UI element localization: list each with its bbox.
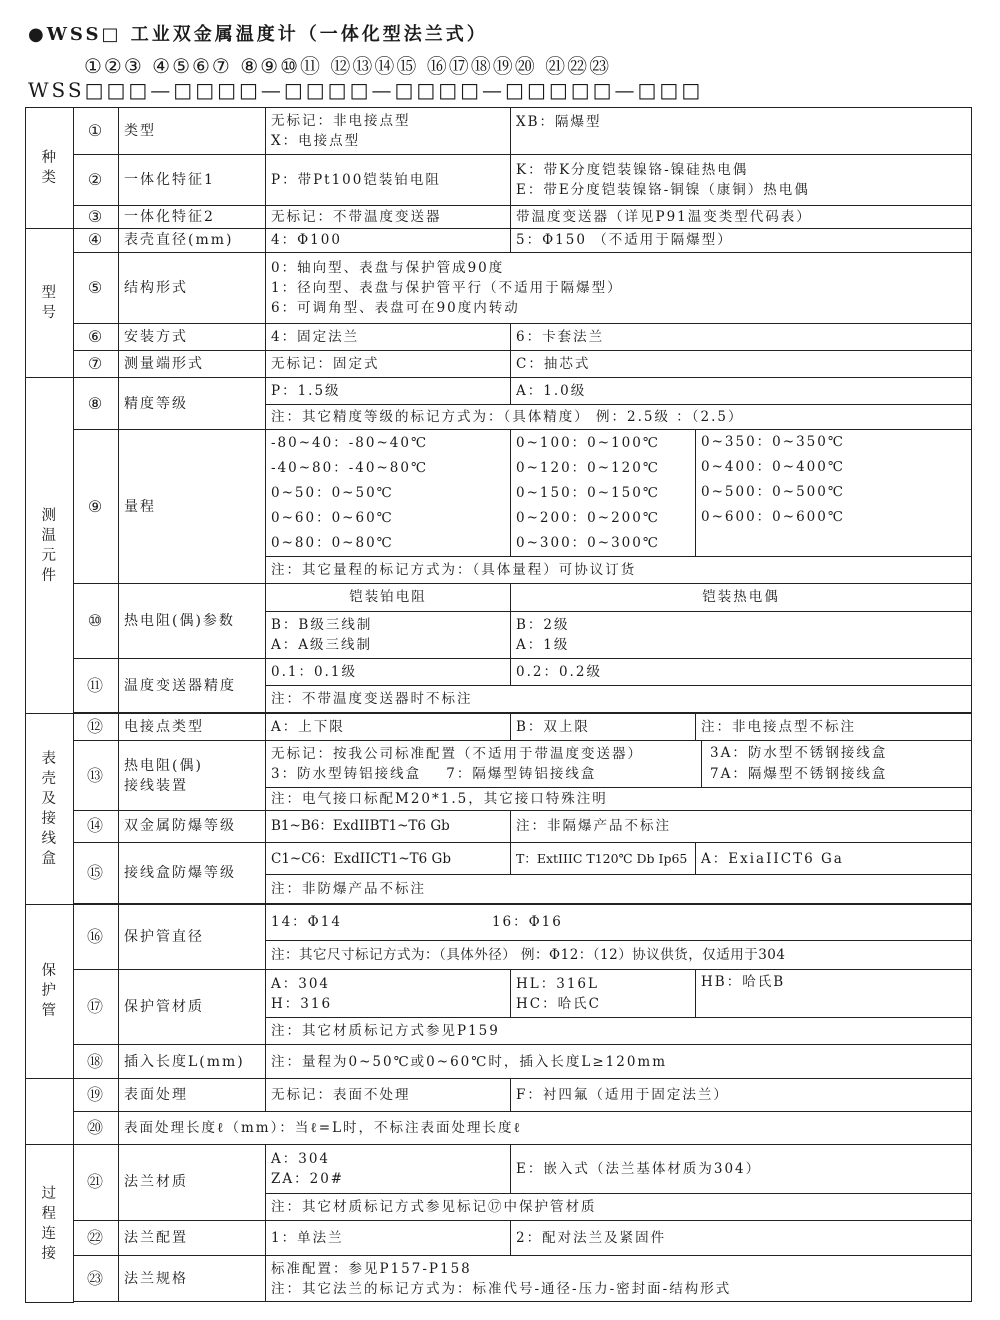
table-cell: ㉒: [74, 1220, 119, 1255]
table-cell: 法兰规格: [119, 1255, 266, 1301]
table-cell: 4：Φ100: [266, 228, 511, 252]
table-cell: P：1.5级: [266, 377, 511, 404]
table-cell: ⑥: [74, 323, 119, 350]
row-number: ①: [74, 108, 119, 155]
table-row: [26, 904, 972, 940]
table-cell: [266, 430, 511, 557]
table-row: [26, 658, 972, 685]
table-cell: 注：量程为0~50℃或0~60℃时，插入长度L≥120mm: [266, 1045, 972, 1078]
table-cell: [511, 430, 696, 557]
table-cell: ⑳: [74, 1111, 119, 1144]
table-cell: A：上下限: [266, 714, 511, 741]
table-cell: 接线盒防爆等级: [119, 843, 266, 903]
spacer-row: [26, 1302, 972, 1303]
table-cell: ③: [74, 205, 119, 228]
table-cell: [266, 1145, 511, 1193]
table-cell: 法兰配置: [119, 1220, 266, 1255]
table-cell: C：抽芯式: [511, 350, 972, 377]
table-cell: HB：哈氏B: [696, 969, 972, 1017]
table-cell: ㉓: [74, 1255, 119, 1301]
table-row: [26, 430, 972, 557]
cell-text: 0~60：0~60℃: [271, 509, 394, 526]
table-cell: ⑮: [74, 843, 119, 903]
table-cell: 铠装铂电阻: [266, 584, 511, 611]
cell-text: A：304: [271, 1150, 331, 1167]
cell-text: 测温元件: [41, 507, 58, 584]
table-cell: T：ExtIIIC T120℃ Db Ip65: [511, 843, 696, 875]
table-cell: 无标记：固定式: [266, 350, 511, 377]
table-row: [26, 810, 972, 842]
cell-text: 过程连接: [41, 1185, 58, 1262]
table-cell: [119, 741, 266, 810]
table-cell: 无标记：表面不处理: [266, 1078, 511, 1111]
table-cell: 热电阻(偶)参数: [119, 584, 266, 659]
cell-text: A：A级三线制: [271, 636, 372, 653]
cell-text: 无标记：非电接点型: [271, 113, 411, 130]
group-label: [26, 714, 74, 904]
table-cell: 6：卡套法兰: [511, 323, 972, 350]
cell-text: 接线装置: [124, 777, 188, 794]
cell-text: 6：可调角型、表盘可在90度内转动: [271, 299, 520, 316]
table-cell: ⑨: [74, 430, 119, 584]
cell-text: H：316: [271, 995, 333, 1012]
cell-text: X：电接点型: [271, 133, 361, 150]
table-cell: 注：非隔爆产品不标注: [511, 810, 972, 842]
table-cell: A：1.0级: [511, 377, 972, 404]
table-cell: B1~B6：ExdIIBT1~T6 Gb: [266, 810, 511, 842]
table-cell: [266, 1255, 972, 1301]
table-cell: P：带Pt100铠装铂电阻: [266, 155, 511, 205]
table-row: [26, 108, 972, 155]
cell-text: 0~600：0~600℃: [701, 509, 845, 526]
group-label: [26, 108, 74, 229]
table-cell: [266, 969, 511, 1017]
table-row: [26, 323, 972, 350]
table-cell: [696, 430, 972, 557]
table-cell: 注：不带温度变送器时不标注: [266, 686, 972, 713]
table-row: [26, 377, 972, 404]
cell-text: 表壳及接线盒: [41, 750, 58, 867]
table-row: [26, 1145, 972, 1193]
group-label: [26, 904, 74, 1078]
table-cell: 法兰材质: [119, 1145, 266, 1221]
spec-table: [25, 107, 972, 1303]
table-cell: 电接点类型: [119, 714, 266, 741]
table-cell: 注：其它量程的标记方式为：（具体量程）可协议订货: [266, 557, 972, 584]
table-cell: 注：其它尺寸标记方式为：（具体外径） 例：Φ12：（12）协议供货，仅适用于304: [266, 940, 972, 969]
table-cell: ㉑: [74, 1145, 119, 1221]
table-cell: [26, 1078, 74, 1144]
table-cell: [511, 969, 696, 1017]
table-row: [26, 1078, 972, 1111]
table-cell: ⑯: [74, 904, 119, 969]
table-cell: ④: [74, 228, 119, 252]
table-cell: 表面处理长度ℓ（mm）：当ℓ=L时，不标注表面处理长度ℓ: [119, 1111, 972, 1144]
table-row: [26, 155, 972, 205]
table-row: [26, 584, 972, 611]
cell-text: 型号: [41, 284, 58, 321]
cell-text: 种类: [41, 149, 58, 186]
table-row: [26, 741, 972, 787]
table-cell: ⑰: [74, 969, 119, 1045]
table-row: [26, 714, 972, 741]
table-cell: ⑬: [74, 741, 119, 810]
table-row: [26, 1111, 972, 1144]
table-cell: A：ExiaIICT6 Ga: [696, 843, 972, 875]
table-cell: 插入长度L(mm): [119, 1045, 266, 1078]
cell-text: 0：轴向型、表盘与保护管成90度: [271, 259, 505, 276]
table-cell: 注：非电接点型不标注: [696, 714, 972, 741]
table-cell: 结构形式: [119, 253, 266, 324]
table-row: [26, 969, 972, 1017]
cell-text: -40~80：-40~80℃: [271, 459, 429, 476]
table-cell: 1：单法兰: [266, 1220, 511, 1255]
table-cell: 0.1：0.1级: [266, 658, 511, 685]
table-cell: ⑭: [74, 810, 119, 842]
table-cell: 温度变送器精度: [119, 658, 266, 712]
table-row: [26, 253, 972, 324]
cell-text: 16：Φ16: [491, 914, 563, 931]
table-cell: 铠装热电偶: [511, 584, 972, 611]
table-row: [26, 350, 972, 377]
cell-text: -80~40：-80~40℃: [271, 434, 429, 451]
table-row: [26, 1220, 972, 1255]
table-cell: 安装方式: [119, 323, 266, 350]
group-label: [26, 377, 74, 713]
cell-text: 标准配置：参见P157-P158: [271, 1260, 472, 1277]
table-row: [26, 205, 972, 228]
table-cell: 表面处理: [119, 1078, 266, 1111]
cell-text: 0~50：0~50℃: [271, 484, 394, 501]
table-cell: 4：固定法兰: [266, 323, 511, 350]
table-cell: 无标记：不带温度变送器: [266, 205, 511, 228]
table-cell: 注：其它材质标记方式参见P159: [266, 1018, 972, 1045]
row-name: 类型: [119, 108, 266, 155]
table-cell: ⑦: [74, 350, 119, 377]
table-cell: F：衬四氟（适用于固定法兰）: [511, 1078, 972, 1111]
cell-text: 0~200：0~200℃: [516, 509, 660, 526]
cell-text: 1：径向型、表盘与保护管平行（不适用于隔爆型）: [271, 279, 623, 296]
cell-text: E：带E分度铠装镍铬-铜镍（康铜）热电偶: [516, 182, 810, 198]
cell-text: K：带K分度铠装镍铬-镍硅热电偶: [516, 162, 749, 178]
table-cell: ⑲: [74, 1078, 119, 1111]
table-row: [26, 228, 972, 252]
table-cell: 注：电气接口标配M20*1.5，其它接口特殊注明: [266, 787, 972, 810]
table-cell: [266, 904, 972, 940]
group-label: [26, 1145, 74, 1303]
cell-text: 0~350：0~350℃: [701, 434, 845, 451]
table-cell: 一体化特征2: [119, 205, 266, 228]
table-cell: ⑫: [74, 714, 119, 741]
table-cell: B：双上限: [511, 714, 696, 741]
table-cell: [511, 611, 972, 658]
table-row: [26, 1255, 972, 1301]
table-cell: 注：其它材质标记方式参见标记⑰中保护管材质: [266, 1193, 972, 1220]
cell-text: HL：316L: [516, 975, 599, 992]
cell-text: 保护管: [41, 963, 58, 1020]
table-cell: XB：隔爆型: [511, 108, 972, 155]
cell-text: HC：哈氏C: [516, 995, 601, 1012]
table-cell: E：嵌入式（法兰基体材质为304）: [511, 1145, 972, 1193]
table-cell: ⑩: [74, 584, 119, 659]
cell-text: B：B级三线制: [271, 616, 373, 633]
table-cell: 表壳直径(mm): [119, 228, 266, 252]
table-cell: ⑱: [74, 1045, 119, 1078]
table-cell: 注：非防爆产品不标注: [266, 875, 972, 903]
cell-text: 3：防水型铸铝接线盒: [271, 766, 422, 783]
table-cell: 带温度变送器（详见P91温变类型代码表）: [511, 205, 972, 228]
cell-text: 0~120：0~120℃: [516, 459, 660, 476]
cell-text: 0~500：0~500℃: [701, 484, 845, 501]
table-cell: [266, 741, 972, 787]
cell-text: 7A：隔爆型不锈钢接线盒: [710, 766, 888, 783]
cell-text: A：1级: [516, 636, 570, 653]
table-cell: 0.2：0.2级: [511, 658, 972, 685]
cell-text: 14：Φ14: [271, 914, 342, 931]
group-label: [26, 228, 74, 377]
table-cell: ⑧: [74, 377, 119, 429]
cell-text: ZA：20#: [271, 1170, 345, 1187]
cell-text: 7：隔爆型铸铝接线盒: [446, 766, 597, 783]
table-row: [26, 843, 972, 875]
table-cell: [511, 155, 972, 205]
cell-text: 热电阻(偶): [124, 757, 203, 774]
table-cell: C1~C6：ExdIICT1~T6 Gb: [266, 843, 511, 875]
table-cell: 保护管直径: [119, 904, 266, 969]
cell-text: 0~150：0~150℃: [516, 484, 660, 501]
table-cell: [266, 611, 511, 658]
cell-text: B：2级: [516, 616, 570, 633]
table-cell: ⑤: [74, 253, 119, 324]
page-title: ●WSS□ 工业双金属温度计（一体化型法兰式）: [28, 24, 488, 45]
table-cell: 测量端形式: [119, 350, 266, 377]
table-cell: [74, 1302, 972, 1303]
table-cell: 双金属防爆等级: [119, 810, 266, 842]
table-cell: [266, 253, 972, 324]
table-cell: [266, 108, 511, 155]
position-numbers: ①②③ ④⑤⑥⑦ ⑧⑨⑩⑪ ⑫⑬⑭⑮ ⑯⑰⑱⑲⑳ ㉑㉒㉓: [84, 54, 612, 78]
cell-text: 注：其它法兰的标记方式为：标准代号-通径-压力-密封面-结构形式: [271, 1280, 732, 1297]
cell-text: 0~100：0~100℃: [516, 434, 660, 451]
table-cell: ⑪: [74, 658, 119, 712]
table-cell: 注：其它精度等级的标记方式为：（具体精度） 例：2.5级 ：（2.5）: [266, 405, 972, 430]
cell-text: 0~400：0~400℃: [701, 459, 845, 476]
cell-text: 3A：防水型不锈钢接线盒: [710, 745, 888, 762]
cell-text: 无标记：按我公司标准配置（不适用于带温度变送器）: [271, 746, 643, 763]
table-cell: 量程: [119, 430, 266, 584]
table-row: [26, 1045, 972, 1078]
table-cell: 2：配对法兰及紧固件: [511, 1220, 972, 1255]
cell-text: 0~80：0~80℃: [271, 534, 394, 551]
cell-text: 0~300：0~300℃: [516, 534, 660, 551]
table-cell: 5：Φ150 （不适用于隔爆型）: [511, 228, 972, 252]
table-cell: ②: [74, 155, 119, 205]
model-code: WSS□□□—□□□□—□□□□—□□□□—□□□□□—□□□: [28, 78, 704, 102]
table-cell: 精度等级: [119, 377, 266, 429]
cell-text: A：304: [271, 975, 331, 992]
table-cell: 保护管材质: [119, 969, 266, 1045]
table-cell: 一体化特征1: [119, 155, 266, 205]
